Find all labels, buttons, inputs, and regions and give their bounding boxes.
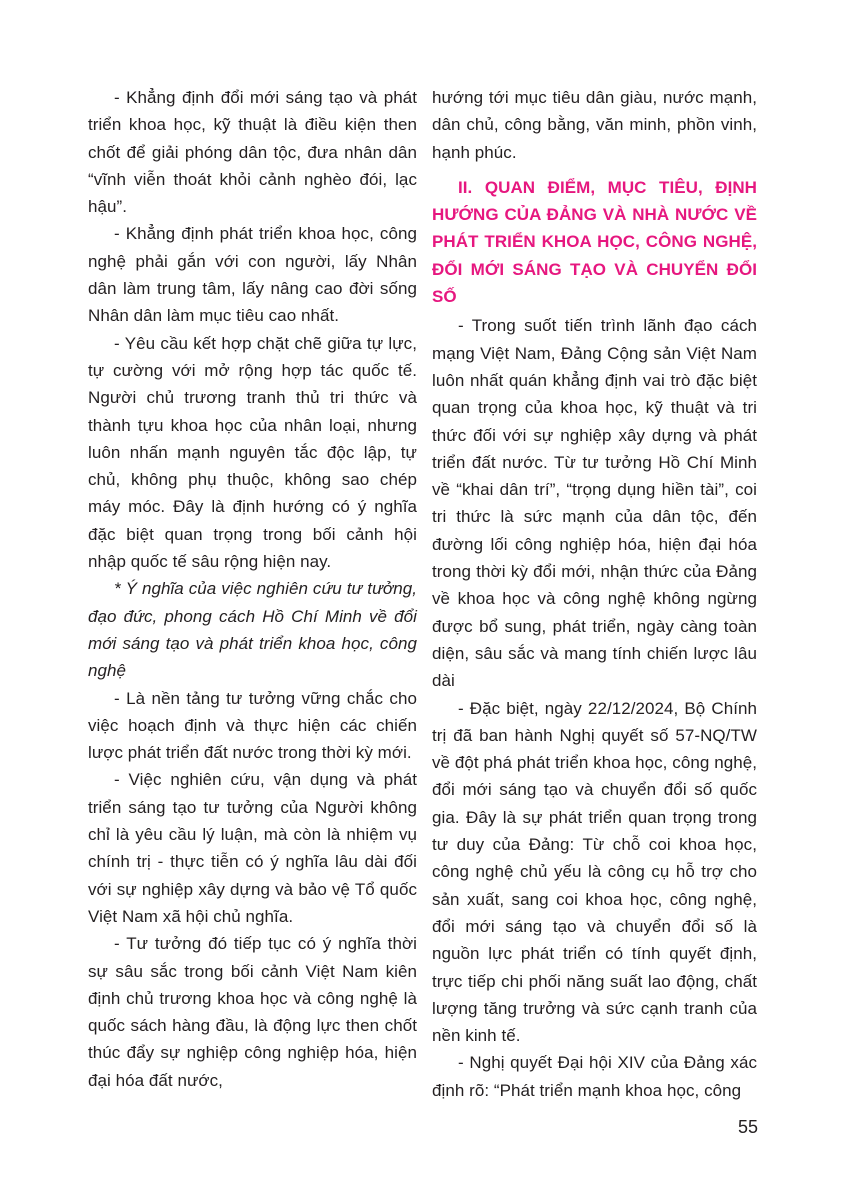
paragraph: - Khẳng định phát triển khoa học, công nghệ phải gắn với con người, lấy Nhân dân làm trung tâm, lấy nâng cao đời sống Nhân dân làm mục tiêu cao nhất. [88, 224, 417, 326]
paragraph: - Là nền tảng tư tưởng vững chắc cho việc hoạch định và thực hiện các chiến lược phát triển đất nước trong thời kỳ mới. [88, 688, 417, 763]
paragraph: - Khẳng định đổi mới sáng tạo và phát triển khoa học, kỹ thuật là điều kiện then chốt để giải phóng dân tộc, đưa nhân dân “vĩnh viễn thoát khỏi cảnh nghèo đói, lạc hậu”. [88, 88, 417, 217]
section-heading: II. QUAN ĐIỂM, MỤC TIÊU, ĐỊNH HƯỚNG CỦA ĐẢNG VÀ NHÀ NƯỚC VỀ PHÁT TRIỂN KHOA HỌC, CÔNG NGHỆ, ĐỔI MỚI SÁNG TẠO VÀ CHUYỂN ĐỔI SỐ [432, 177, 757, 307]
paragraph: - Đặc biệt, ngày 22/12/2024, Bộ Chính trị đã ban hành Nghị quyết số 57-NQ/TW về đột phá phát triển khoa học, công nghệ, đổi mới sáng tạo và chuyển đổi số quốc gia. Đây là sự phát triển quan trọng trong tư duy của Đảng: Từ chỗ coi khoa học, công nghệ chủ yếu là công cụ hỗ trợ cho sản xuất, sang coi khoa học, công nghệ, đổi mới sáng tạo và chuyển đổi số là nguồn lực phát triển có tính quyết định, trực tiếp chi phối năng suất lao động, chất lượng tăng trưởng và sức cạnh tranh của nền kinh tế. [432, 698, 757, 1046]
italic-subheading: * Ý nghĩa của việc nghiên cứu tư tưởng, đạo đức, phong cách Hồ Chí Minh về đổi mới sáng tạo và phát triển khoa học, công nghệ [88, 579, 417, 681]
paragraph: - Trong suốt tiến trình lãnh đạo cách mạng Việt Nam, Đảng Cộng sản Việt Nam luôn nhất quán khẳng định vai trò đặc biệt quan trọng của khoa học, kỹ thuật và tri thức đối với sự nghiệp xây dựng và phát triển đất nước. Từ tư tưởng Hồ Chí Minh về “khai dân trí”, “trọng dụng hiền tài”, coi tri thức là sức mạnh của dân tộc, đến đường lối công nghiệp hóa, hiện đại hóa trong thời kỳ đổi mới, nhận thức của Đảng về khoa học và công nghệ không ngừng được bổ sung, phát triển, ngày càng toàn diện, sâu sắc và mang tính chiến lược lâu dài [432, 316, 757, 691]
right-column [432, 84, 757, 1104]
paragraph: - Yêu cầu kết hợp chặt chẽ giữa tự lực, tự cường với mở rộng hợp tác quốc tế. Người chủ trương tranh thủ tri thức và thành tựu khoa học của nhân loại, nhưng luôn nhấn mạnh nguyên tắc độc lập, tự chủ, không phụ thuộc, không sao chép máy móc. Đây là định hướng có ý nghĩa đặc biệt quan trọng trong bối cảnh hội nhập quốc tế sâu rộng hiện nay. [88, 333, 417, 572]
paragraph: - Nghị quyết Đại hội XIV của Đảng xác định rõ: “Phát triển mạnh khoa học, công [432, 1053, 757, 1100]
left-column [88, 84, 417, 1094]
paragraph-continuation: hướng tới mục tiêu dân giàu, nước mạnh, dân chủ, công bằng, văn minh, phồn vinh, hạnh phúc. [432, 88, 757, 162]
paragraph: - Việc nghiên cứu, vận dụng và phát triển sáng tạo tư tưởng của Người không chỉ là yêu cầu lý luận, mà còn là nhiệm vụ chính trị - thực tiễn có ý nghĩa lâu dài đối với sự nghiệp xây dựng và bảo vệ Tổ quốc Việt Nam xã hội chủ nghĩa. [88, 770, 417, 926]
page-number: 55 [738, 1117, 759, 1137]
paragraph: - Tư tưởng đó tiếp tục có ý nghĩa thời sự sâu sắc trong bối cảnh Việt Nam kiên định chủ trương khoa học và công nghệ là quốc sách hàng đầu, là động lực then chốt thúc đẩy sự nghiệp công nghiệp hóa, hiện đại hóa đất nước, [88, 934, 417, 1090]
